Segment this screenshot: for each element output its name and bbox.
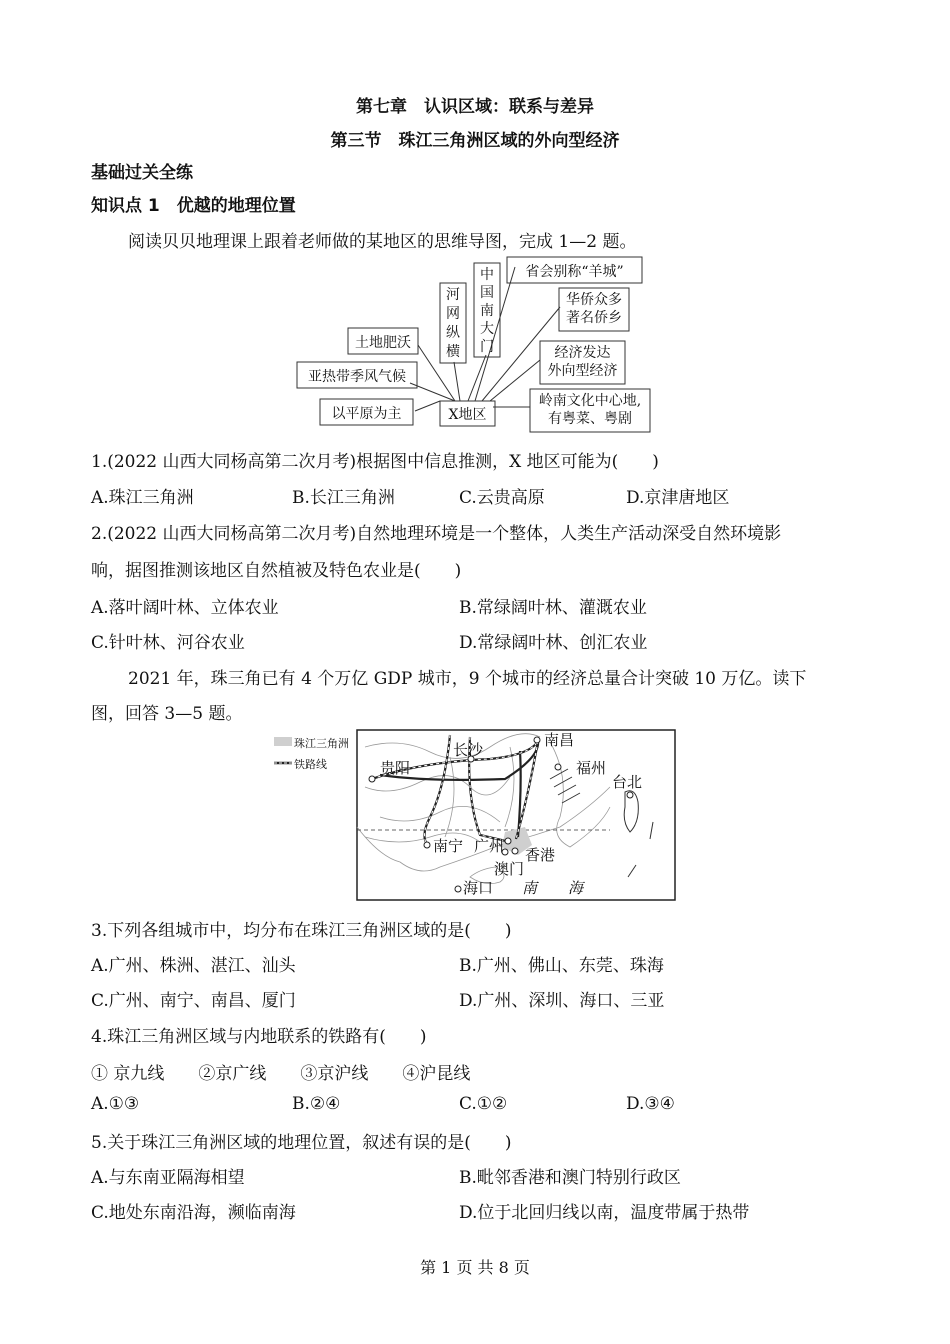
mindmap-node-soil: 土地肥沃 xyxy=(355,335,411,351)
question-1-stem: 1.(2022 山西大同杨高第二次月考)根据图中信息推测，X 地区可能为( ) xyxy=(91,452,659,472)
question-4-stem: 4.珠江三角洲区域与内地联系的铁路有( ) xyxy=(91,1027,427,1047)
label-south-china-sea: 南 海 xyxy=(522,879,592,897)
city-hongkong: 香港 xyxy=(525,846,556,864)
intro-paragraph-2-line1: 2021 年，珠三角已有 4 个万亿 GDP 城市，9 个城市的经济总量合计突破 10 万亿。读下 xyxy=(128,669,807,689)
q3-option-d[interactable]: D.广州、深圳、海口、三亚 xyxy=(459,991,665,1011)
pearl-river-delta-map xyxy=(270,727,678,903)
city-taipei: 台北 xyxy=(612,773,643,791)
section-title: 第三节 珠江三角洲区域的外向型经济 xyxy=(330,131,620,151)
mindmap-center-node: X地区 xyxy=(448,407,487,423)
q3-option-a[interactable]: A.广州、株洲、湛江、汕头 xyxy=(91,956,296,976)
chapter-title: 第七章 认识区域：联系与差异 xyxy=(356,97,594,117)
q2-option-d[interactable]: D.常绿阔叶林、创汇农业 xyxy=(459,633,648,653)
q1-option-c[interactable]: C.云贵高原 xyxy=(459,488,545,508)
q4-option-d[interactable]: D.③④ xyxy=(626,1094,675,1114)
question-3-stem: 3.下列各组城市中，均分布在珠江三角洲区域的是( ) xyxy=(91,921,512,941)
question-5-stem: 5.关于珠江三角洲区域的地理位置，叙述有误的是( ) xyxy=(91,1133,512,1153)
q2-option-c[interactable]: C.针叶林、河谷农业 xyxy=(91,633,245,653)
q3-option-b[interactable]: B.广州、佛山、东莞、珠海 xyxy=(459,956,664,976)
mindmap-node-economy: 经济发达 外向型经济 xyxy=(547,345,618,379)
city-changsha: 长沙 xyxy=(453,741,484,759)
mindmap-node-south-gate: 中 国 南 大 门 xyxy=(480,267,494,355)
q2-option-a[interactable]: A.落叶阔叶林、立体农业 xyxy=(91,598,279,618)
mindmap-node-rivers: 河 网 纵 横 xyxy=(446,287,460,360)
q5-option-c[interactable]: C.地处东南沿海，濒临南海 xyxy=(91,1203,296,1223)
knowledge-point-heading: 知识点 1 优越的地理位置 xyxy=(91,196,296,216)
q4-option-b[interactable]: B.②④ xyxy=(292,1094,341,1114)
q1-option-b[interactable]: B.长江三角洲 xyxy=(292,488,395,508)
question-4-items: ① 京九线 ②京广线 ③京沪线 ④沪昆线 xyxy=(91,1064,471,1084)
city-haikou: 海口 xyxy=(463,879,494,897)
mindmap-node-yangcheng: 省会别称“羊城” xyxy=(525,264,624,280)
mind-map-diagram xyxy=(290,255,660,435)
mindmap-node-plain: 以平原为主 xyxy=(331,406,402,422)
practice-heading: 基础过关全练 xyxy=(91,163,193,183)
city-fuzhou: 福州 xyxy=(576,759,607,777)
question-2-stem-line2: 响，据图推测该地区自然植被及特色农业是( ) xyxy=(91,561,462,581)
q5-option-b[interactable]: B.毗邻香港和澳门特别行政区 xyxy=(459,1168,681,1188)
question-2-stem-line1: 2.(2022 山西大同杨高第二次月考)自然地理环境是一个整体，人类生产活动深受自然环境影 xyxy=(91,524,782,544)
q2-option-b[interactable]: B.常绿阔叶林、灌溉农业 xyxy=(459,598,647,618)
page-footer: 第 1 页 共 8 页 xyxy=(420,1258,530,1277)
q1-option-d[interactable]: D.京津唐地区 xyxy=(626,488,730,508)
legend-railway: 铁路线 xyxy=(294,758,327,771)
mindmap-node-overseas-chinese: 华侨众多 著名侨乡 xyxy=(566,292,622,326)
q1-option-a[interactable]: A.珠江三角洲 xyxy=(91,488,194,508)
q4-option-c[interactable]: C.①② xyxy=(459,1094,508,1114)
legend-pearl-delta: 珠江三角洲 xyxy=(294,737,349,750)
city-guangzhou: 广州 xyxy=(474,837,505,855)
q5-option-a[interactable]: A.与东南亚隔海相望 xyxy=(91,1168,245,1188)
q3-option-c[interactable]: C.广州、南宁、南昌、厦门 xyxy=(91,991,296,1011)
q5-option-d[interactable]: D.位于北回归线以南，温度带属于热带 xyxy=(459,1203,750,1223)
intro-paragraph-2-line2: 图，回答 3—5 题。 xyxy=(91,704,243,724)
q4-option-a[interactable]: A.①③ xyxy=(91,1094,140,1114)
intro-paragraph-1: 阅读贝贝地理课上跟着老师做的某地区的思维导图，完成 1—2 题。 xyxy=(128,232,637,252)
mindmap-node-lingnan: 岭南文化中心地, 有粤菜、粤剧 xyxy=(538,393,642,427)
city-guiyang: 贵阳 xyxy=(380,759,411,777)
city-macau: 澳门 xyxy=(494,860,525,878)
city-nanning: 南宁 xyxy=(433,837,464,855)
city-nanchang: 南昌 xyxy=(544,731,575,749)
mindmap-node-climate: 亚热带季风气候 xyxy=(308,369,406,385)
